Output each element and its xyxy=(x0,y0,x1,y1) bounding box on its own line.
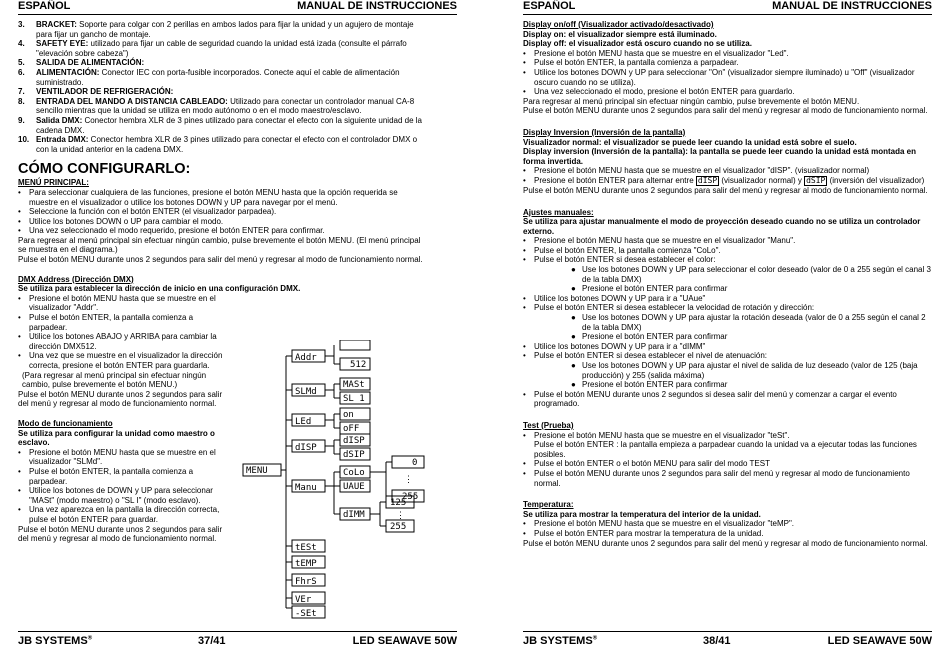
list-item: • Presione el botón MENU hasta que se muestre en el visualizador "teSt". xyxy=(523,430,790,440)
lcd-item: -SEt xyxy=(295,609,317,619)
section-title: CÓMO CONFIGURARLO: xyxy=(18,161,191,178)
subsection-subtitle: Se utiliza para mostrar la temperatura del interior de la unidad. xyxy=(523,509,761,519)
list-item: • Seleccione la función con el botón ENTER (el visualizador parpadea). xyxy=(18,207,277,217)
numbered-item: 4. SAFETY EYE: utilizado para fijar un cable de seguridad cuando la unidad está izada (consulte el párrafo "elevación sobre cabeza") xyxy=(18,39,407,58)
list-item: • Pulse el botón ENTER si desea establecer el nivel de atenuación: xyxy=(523,351,768,361)
subsection-title: MENÚ PRINCIPAL: xyxy=(18,178,89,188)
numbered-item: 5. SALIDA DE ALIMENTACIÓN: xyxy=(18,58,145,68)
lcd-sub: MASt xyxy=(343,380,365,390)
subsection-title: Test (Prueba) xyxy=(523,420,574,430)
lcd-item: tESt xyxy=(295,543,317,553)
lcd-sub: on xyxy=(343,410,354,420)
lcd-item: SLMd xyxy=(295,387,317,397)
page-footer xyxy=(18,631,457,648)
list-item: • Presione el botón MENU hasta que se muestre en el visualizador "dISP". (visualizador normal) xyxy=(523,166,870,176)
subsection-title: Ajustes manuales: xyxy=(523,207,594,217)
header-language: ESPAÑOL xyxy=(18,0,71,12)
sub-list-item: ● Use los botones DOWN y UP para seleccionar el color deseado (valor de 0 a 255 según el canal 3 de la tabla DMX) xyxy=(571,265,931,284)
lcd-item: FhrS xyxy=(295,577,317,587)
paragraph: Pulse el botón MENU durante unos 2 segundos para salir del menú y regresar al modo de funcionamiento normal. xyxy=(18,255,423,265)
lcd-sub: SL 1 xyxy=(343,394,365,404)
lcd-sub: oFF xyxy=(343,424,360,434)
subsection-title: Modo de funcionamiento xyxy=(18,418,113,428)
list-item: • Una vez aparezca en la pantalla la dirección correcta, pulse el botón ENTER para guardar. xyxy=(18,505,220,524)
subsection-subtitle: Display on: el visualizador siempre está iluminado. xyxy=(523,29,717,39)
footer-brand: JB SYSTEMS® xyxy=(523,635,598,647)
header-title: MANUAL DE INSTRUCCIONES xyxy=(772,0,932,12)
list-item: • Pulse el botón ENTER, la pantalla comienza a parpadear. xyxy=(18,313,194,332)
lcd-sub: 512 xyxy=(350,360,367,370)
list-item: • Presione el botón MENU hasta que se muestre en el visualizador "SLMd". xyxy=(18,447,216,467)
lcd-value: 0 xyxy=(412,458,418,468)
lcd-item: VEr xyxy=(295,595,312,605)
subsection-title: Display Inversion (Inversión de la pantalla) xyxy=(523,127,686,137)
subsection-title: Display on/off (Visualizador activado/desactivado) xyxy=(523,20,714,29)
numbered-item: 7. VENTILADOR DE REFRIGERACIÓN: xyxy=(18,87,174,97)
list-item: • Una vez seleccionado el modo, presione el botón ENTER para guardarlo. xyxy=(523,87,795,97)
page-header xyxy=(18,0,457,15)
list-item: • Pulse el botón MENU durante unos 2 segundos si desea salir del menú y comenzar a cargar el evento programado. xyxy=(523,389,897,409)
lcd-sub: CoLo xyxy=(343,468,365,478)
sub-list-item: ● Presione el botón ENTER para confirmar xyxy=(571,380,728,390)
right-page xyxy=(475,0,950,654)
lcd-item: LEd xyxy=(295,417,312,427)
paragraph: Pulse el botón MENU durante unos 2 segundos para salir del menú y regresar al modo de funcionamiento normal. xyxy=(523,538,928,548)
subsection-subtitle: Display inversion (Inversión de la pantalla): la pantalla se puede leer cuando la unidad está montada en forma invertida. xyxy=(523,147,916,166)
numbered-item: 8. ENTRADA DEL MANDO A DISTANCIA CABLEADO: Utilizado para conectar un controlador manual CA-8 sencillo mientras que la unidad se utiliza en modo autónomo o en el modo maestro/esclavo. xyxy=(18,96,415,116)
ellipsis: ⋮ xyxy=(404,475,413,485)
lcd-sub: dIMM xyxy=(343,510,365,520)
sub-list-item: ● Presione el botón ENTER para confirmar xyxy=(571,332,728,342)
connector-list xyxy=(18,20,428,154)
list-item: • Utilice los botones de DOWN y UP para seleccionar "MASt" (modo maestro) o "SL I" (modo esclavo). xyxy=(18,486,213,505)
numbered-item: 3. BRACKET: Soporte para colgar con 2 perillas en ambos lados para fijar la unidad y un agujero de montaje para fijar un gancho de montaje. xyxy=(18,20,414,39)
subsection-subtitle: Se utiliza para ajustar manualmente el modo de proyección deseado cuando no se utiliza un controlador externo. xyxy=(523,217,921,236)
numbered-item: 6. ALIMENTACIÓN: Conector IEC con porta-fusible incorporados. Conecte aquí el cable de alimentación suministrado. xyxy=(18,67,400,87)
list-item: • Presione el botón ENTER para alternar entre dISP (visualizador normal) y dSIP (inversión del visualizador) xyxy=(523,175,925,185)
page-number: 37/41 xyxy=(198,635,226,647)
lcd-item: tEMP xyxy=(295,559,317,569)
page-header xyxy=(523,0,932,15)
subsection-subtitle: Se utiliza para configurar la unidad como maestro o esclavo. xyxy=(18,428,215,448)
list-item: • Pulse el botón ENTER, la pantalla comienza a parpadear. xyxy=(18,466,194,486)
lcd-item: dISP xyxy=(295,443,317,453)
list-item: • Presione el botón MENU hasta que se muestre en el visualizador "teMP". xyxy=(523,519,795,529)
lcd-item: Manu xyxy=(295,483,317,493)
paragraph: (Para regresar al menú principal sin efectuar ningún cambio, pulse brevemente el botón MENU.) xyxy=(22,370,207,390)
lcd-sub: dSIP xyxy=(343,450,365,460)
mode-bullet-list xyxy=(18,448,226,525)
page-footer xyxy=(523,631,932,648)
lcd-value: 125 xyxy=(390,498,407,508)
list-item: • Utilice los botones DOWN o UP para cambiar el modo. xyxy=(18,216,224,226)
menu-bullet-list xyxy=(18,188,428,236)
list-item: • Una vez seleccionado el modo requerido, presione el botón ENTER para confirmar. xyxy=(18,226,325,236)
list-item: • Presione el botón MENU hasta que se muestre en el visualizador "Addr". xyxy=(18,293,216,313)
list-item: • Pulse el botón ENTER, la pantalla comienza a parpadear. xyxy=(523,58,739,68)
paragraph: Pulse el botón MENU durante unos 2 segundos para salir del menú y regresar al modo de funcionamiento normal. xyxy=(18,524,223,544)
page-number: 38/41 xyxy=(703,635,731,647)
subsection-subtitle: Display off: el visualizador está oscuro cuando no se utiliza. xyxy=(523,39,752,49)
list-item: • Pulse el botón ENTER, la pantalla comienza "CoLo". xyxy=(523,245,721,255)
numbered-item: 10. Entrada DMX: Conector hembra XLR de 3 pines utilizado para conectar el efecto con el controlador DMX o con la unidad anterior en la cadena DMX. xyxy=(18,135,418,154)
list-item: • Una vez que se muestre en el visualizador la dirección correcta, presione el botón ENTER para guardarla. xyxy=(18,351,223,370)
lcd-value: 255 xyxy=(390,522,407,532)
lcd-dISP: dISP xyxy=(697,175,718,185)
subsection-subtitle: Se utiliza para establecer la dirección de inicio en una configuración DMX. xyxy=(18,284,301,294)
list-item: • Utilice los botones DOWN y UP para seleccionar "On" (visualizador siempre iluminado) u "Off" (visualizador oscuro cuando no se utiliza). xyxy=(523,67,915,87)
menu-diagram xyxy=(240,340,440,620)
sub-list-item: ● Use los botones DOWN y UP para ajustar la rotación deseada (valor de 0 a 255 según el canal 2 de la tabla DMX) xyxy=(571,313,926,332)
lcd-value: 255 xyxy=(402,492,419,502)
list-item: • Pulse el botón ENTER para mostrar la temperatura de la unidad. xyxy=(523,528,764,538)
list-item: • Presione el botón MENU hasta que se muestre en el visualizador "Led". xyxy=(523,48,789,58)
list-item: • Para seleccionar cualquiera de las funciones, presione el botón MENU hasta que la opción requerida se muestre en el visualizador o utilice los botones DOWN y UP para navegar por el menú. xyxy=(18,187,398,207)
list-item: • Utilice los botones DOWN y UP para ir a "UAue" xyxy=(523,293,706,303)
display-bullet-list xyxy=(523,49,933,97)
sub-list-item: ● Use los botones DOWN y UP para ajustar el nivel de salida de luz deseado (valor de 125 (baja producción) y 255 (salida máxima) xyxy=(571,361,918,380)
paragraph: Pulse el botón MENU durante unos 2 segundos para salir del menú y regresar al modo de funcionamiento normal. xyxy=(523,185,928,195)
numbered-item: 9. Salida DMX: Conector hembra XLR de 3 pines utilizado para conectar el efecto con la siguiente unidad de la cadena DMX. xyxy=(18,115,423,135)
paragraph: Para regresar al menú principal sin efectuar ningún cambio, pulse brevemente el botón MENU. xyxy=(523,96,860,106)
list-item: • Pulse el botón MENU durante unos 2 segundos para salir del menú y regresar al modo de funcionamiento normal. xyxy=(523,468,910,488)
footer-model: LED SEAWAVE 50W xyxy=(352,635,457,647)
footer-brand: JB SYSTEMS® xyxy=(18,635,93,647)
ellipsis: ⋮ xyxy=(396,511,405,521)
paragraph: Pulse el botón MENU durante unos 2 segundos para salir del menú y regresar al modo de funcionamiento normal. xyxy=(18,389,223,409)
header-language: ESPAÑOL xyxy=(523,0,576,12)
subsection-title: Temperatura: xyxy=(523,500,574,510)
subsection-subtitle: Visualizador normal: el visualizador se puede leer cuando la unidad está sobre el suelo. xyxy=(523,137,857,147)
list-item: • Presione el botón MENU hasta que se muestre en el visualizador "Manu". xyxy=(523,236,796,246)
paragraph: Pulse el botón MENU durante unos 2 segundos para salir del menú y regresar al modo de funcionamiento normal. xyxy=(523,106,928,116)
menu-label: MENU xyxy=(246,466,268,476)
list-item: • Utilice los botones ABAJO y ARRIBA para cambiar la dirección DMX512. xyxy=(18,332,217,351)
lcd-dSIP: dSIP xyxy=(806,175,826,185)
sub-list-item: ● Presione el botón ENTER para confirmar xyxy=(571,284,728,294)
lcd-sub: UAUE xyxy=(343,482,365,492)
lcd-sub: dISP xyxy=(343,436,365,446)
list-item: • Pulse el botón ENTER si desea establecer la velocidad de rotación y dirección: xyxy=(523,303,815,313)
header-title: MANUAL DE INSTRUCCIONES xyxy=(297,0,457,12)
list-item: • Pulse el botón ENTER o el botón MENU para salir del modo TEST xyxy=(523,459,770,469)
footer-model: LED SEAWAVE 50W xyxy=(827,635,932,647)
list-item: • Pulse el botón ENTER si desea establecer el color: xyxy=(523,255,716,265)
dmx-bullet-list xyxy=(18,294,226,371)
right-content xyxy=(523,20,933,548)
subsection-title: DMX Address (Dirección DMX) xyxy=(18,274,134,284)
lcd-item: Addr xyxy=(295,353,317,363)
paragraph: Pulse el botón ENTER : la pantalla empieza a parpadear cuando la unidad va a ejecutar todas las funciones posibles. xyxy=(534,440,917,459)
paragraph: Para regresar al menú principal sin efectuar ningún cambio, pulse brevemente el botón MENU. (El menú principal se muestra en el diagrama.) xyxy=(18,235,421,255)
list-item: • Utilice los botones DOWN y UP para ir a "dIMM" xyxy=(523,341,706,351)
